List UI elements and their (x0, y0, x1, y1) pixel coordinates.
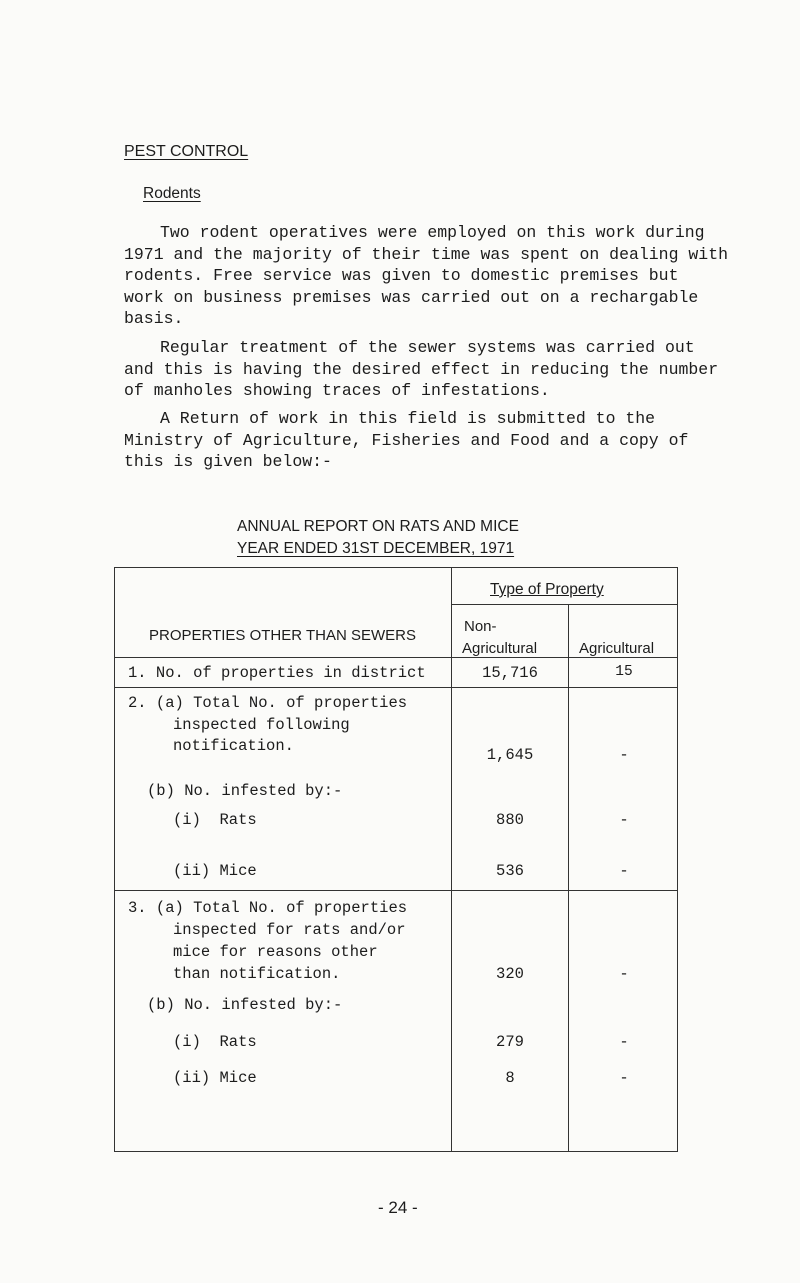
row-3b-i-agricultural: - (619, 1033, 629, 1051)
subsection-heading: Rodents (143, 185, 201, 202)
row-3b-ii-non-agricultural: 8 (505, 1069, 515, 1087)
paragraph-2 (124, 337, 724, 402)
section-heading: PEST CONTROL (124, 143, 249, 160)
row-header: PROPERTIES OTHER THAN SEWERS (149, 627, 416, 644)
row-divider (115, 687, 677, 688)
paragraph-line: and this is having the desired effect in reducing the number (124, 359, 719, 379)
row-2b-i-label: (i) Rats (173, 811, 257, 829)
paragraph-line: Ministry of Agriculture, Fisheries and Food and a copy of (124, 430, 689, 450)
non-agricultural-header: Non- (464, 618, 497, 635)
row-divider (451, 604, 677, 605)
agricultural-header: Agricultural (579, 640, 655, 657)
row-divider (115, 890, 677, 891)
row-2a-label: notification. (173, 737, 294, 755)
paragraph-line: Two rodent operatives were employed on this work during (160, 223, 705, 242)
row-3a-label: mice for reasons other (173, 943, 378, 961)
paragraph-line: this is given below:- (124, 452, 332, 471)
row-1-non-agricultural: 15,716 (482, 664, 538, 682)
row-3a-label: inspected for rats and/or (173, 921, 406, 939)
row-3a-agricultural: - (619, 965, 629, 983)
row-3a-label: than notification. (173, 965, 341, 983)
paragraph-line: A Return of work in this field is submitted to the (160, 409, 656, 428)
row-divider (115, 657, 677, 658)
paragraph-3 (124, 408, 724, 473)
row-2b-i-non-agricultural: 880 (496, 811, 524, 829)
row-3b-ii-label: (ii) Mice (173, 1069, 257, 1087)
row-2a-label: 2. (a) Total No. of properties (128, 694, 408, 712)
report-title: ANNUAL REPORT ON RATS AND MICE (237, 518, 519, 535)
row-2a-non-agricultural: 1,645 (486, 746, 534, 764)
row-2b-ii-non-agricultural: 536 (496, 862, 524, 880)
row-2b-label: (b) No. infested by:- (147, 782, 343, 800)
row-3a-label: 3. (a) Total No. of properties (128, 899, 408, 917)
column-divider (451, 568, 452, 1151)
paragraph-line: of manholes showing traces of infestations. (124, 381, 550, 400)
row-1-agricultural: 15 (615, 664, 633, 680)
row-2b-ii-label: (ii) Mice (173, 862, 257, 880)
row-2a-agricultural: - (619, 746, 629, 764)
paragraph-line: Regular treatment of the sewer systems was carried out (160, 338, 695, 357)
row-2b-ii-agricultural: - (619, 862, 629, 880)
paragraph-1 (124, 222, 728, 330)
rats-mice-table (114, 567, 678, 1152)
row-3b-label: (b) No. infested by:- (147, 996, 343, 1014)
row-2a-label: inspected following (173, 716, 350, 734)
paragraph-line: basis. (124, 309, 184, 328)
type-of-property-header: Type of Property (490, 581, 604, 598)
row-3b-i-non-agricultural: 279 (496, 1033, 524, 1051)
page-number: - 24 - (378, 1198, 418, 1217)
row-3b-ii-agricultural: - (619, 1069, 629, 1087)
row-1-label: 1. No. of properties in district (128, 664, 426, 682)
paragraph-line: 1971 and the majority of their time was spent on dealing with (124, 244, 728, 264)
row-3a-non-agricultural: 320 (496, 965, 524, 983)
report-subtitle: YEAR ENDED 31ST DECEMBER, 1971 (237, 540, 515, 557)
paragraph-line: rodents. Free service was given to domestic premises but (124, 266, 679, 285)
paragraph-line: work on business premises was carried out on a rechargable (124, 287, 699, 307)
row-3b-i-label: (i) Rats (173, 1033, 257, 1051)
non-agricultural-header: Agricultural (462, 640, 538, 657)
row-2b-i-agricultural: - (619, 811, 629, 829)
